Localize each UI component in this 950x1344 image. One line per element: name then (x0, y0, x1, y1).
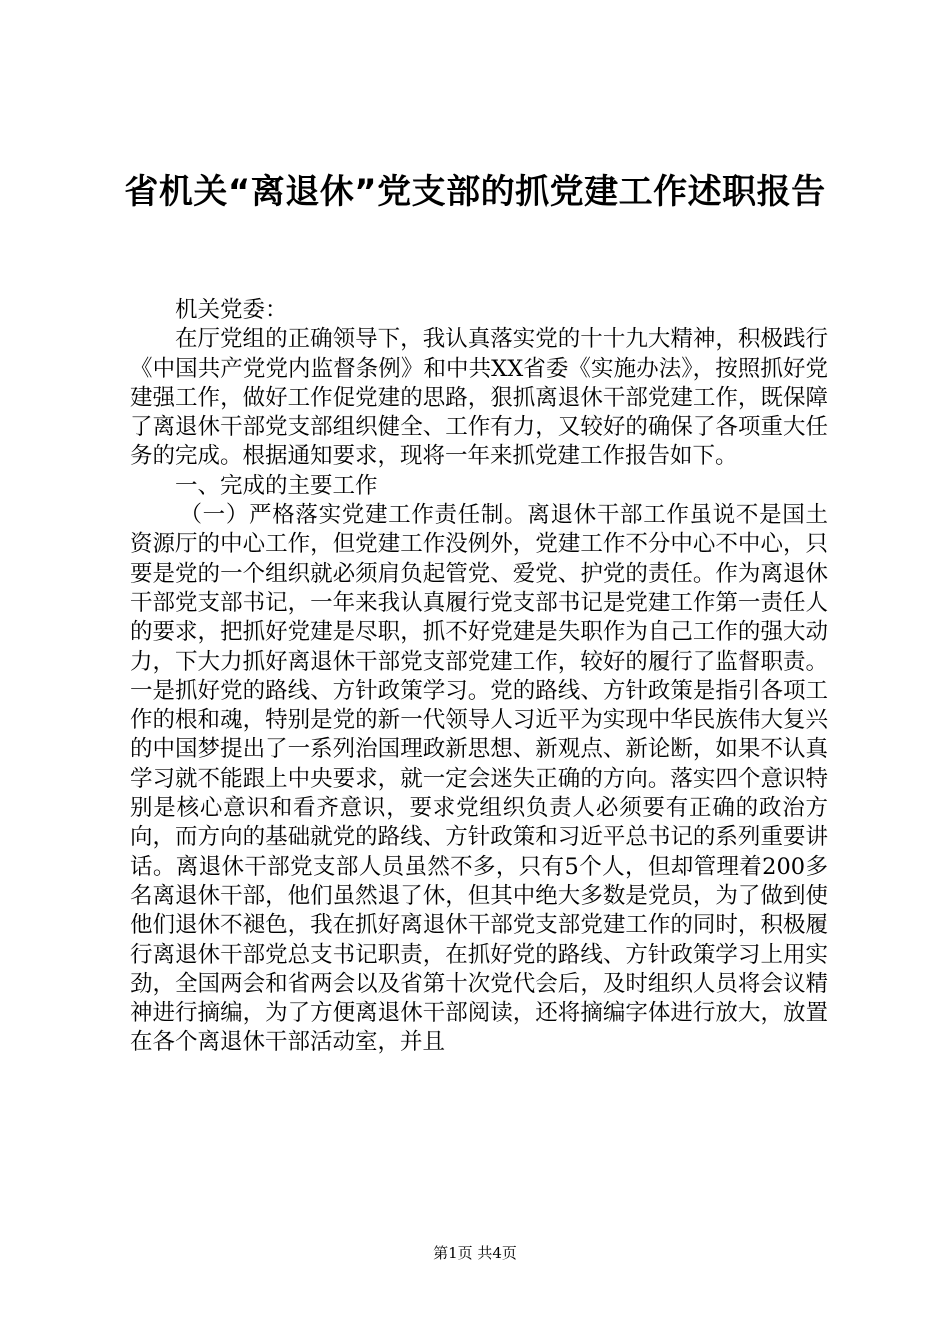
paragraph-subsection: （一）严格落实党建工作责任制。离退休干部工作虽说不是国土资源厅的中心工作，但党建工作没例外，党建工作不分中心不中心，只要是党的一个组织就必须肩负起管党、爱党、护党的责任。作为离退休干部党支部书记，一年来我认真履行党支部书记是党建工作第一责任人的要求，把抓好党建是尽职，抓不好党建是失职作为自己工作的强大动力，下大力抓好离退休干部党支部党建工作，较好的履行了监督职责。一是抓好党的路线、方针政策学习。党的路线、方针政策是指引各项工作的根和魂，特别是党的新一代领导人习近平为实现中华民族伟大复兴的中国梦提出了一系列治国理政新思想、新观点、新论断，如果不认真学习就不能跟上中央要求，就一定会迷失正确的方向。落实四个意识特别是核心意识和看齐意识，要求党组织负责人必须要有正确的政治方向，而方向的基础就党的路线、方针政策和习近平总书记的系列重要讲话。离退休干部党支部人员虽然不多，只有5个人，但却管理着200多名离退休干部，他们虽然退了休，但其中绝大多数是党员，为了做到使他们退休不褪色，我在抓好离退休干部党支部党建工作的同时，积极履行离退休干部党总支书记职责，在抓好党的路线、方针政策学习上用实劲，全国两会和省两会以及省第十次党代会后，及时组织人员将会议精神进行摘编，为了方便离退休干部阅读，还将摘编字体进行放大，放置在各个离退休干部活动室，并且 (130, 502, 828, 1056)
paragraph-intro: 在厅党组的正确领导下，我认真落实党的十十九大精神，积极践行《中国共产党党内监督条例》和中共XX省委《实施办法》，按照抓好党建强工作，做好工作促党建的思路，狠抓离退休干部党建工作，既保障了离退休干部党支部组织健全、工作有力，又较好的确保了各项重大任务的完成。根据通知要求，现将一年来抓党建工作报告如下。 (130, 326, 828, 470)
page-footer: 第1页 共4页 (433, 1244, 517, 1262)
salutation: 机关党委： (175, 297, 288, 323)
document-body (130, 296, 828, 1058)
section-heading: 一、完成的主要工作 (175, 472, 378, 499)
document-title: 省机关“离退休”党支部的抓党建工作述职报告 (124, 172, 826, 212)
